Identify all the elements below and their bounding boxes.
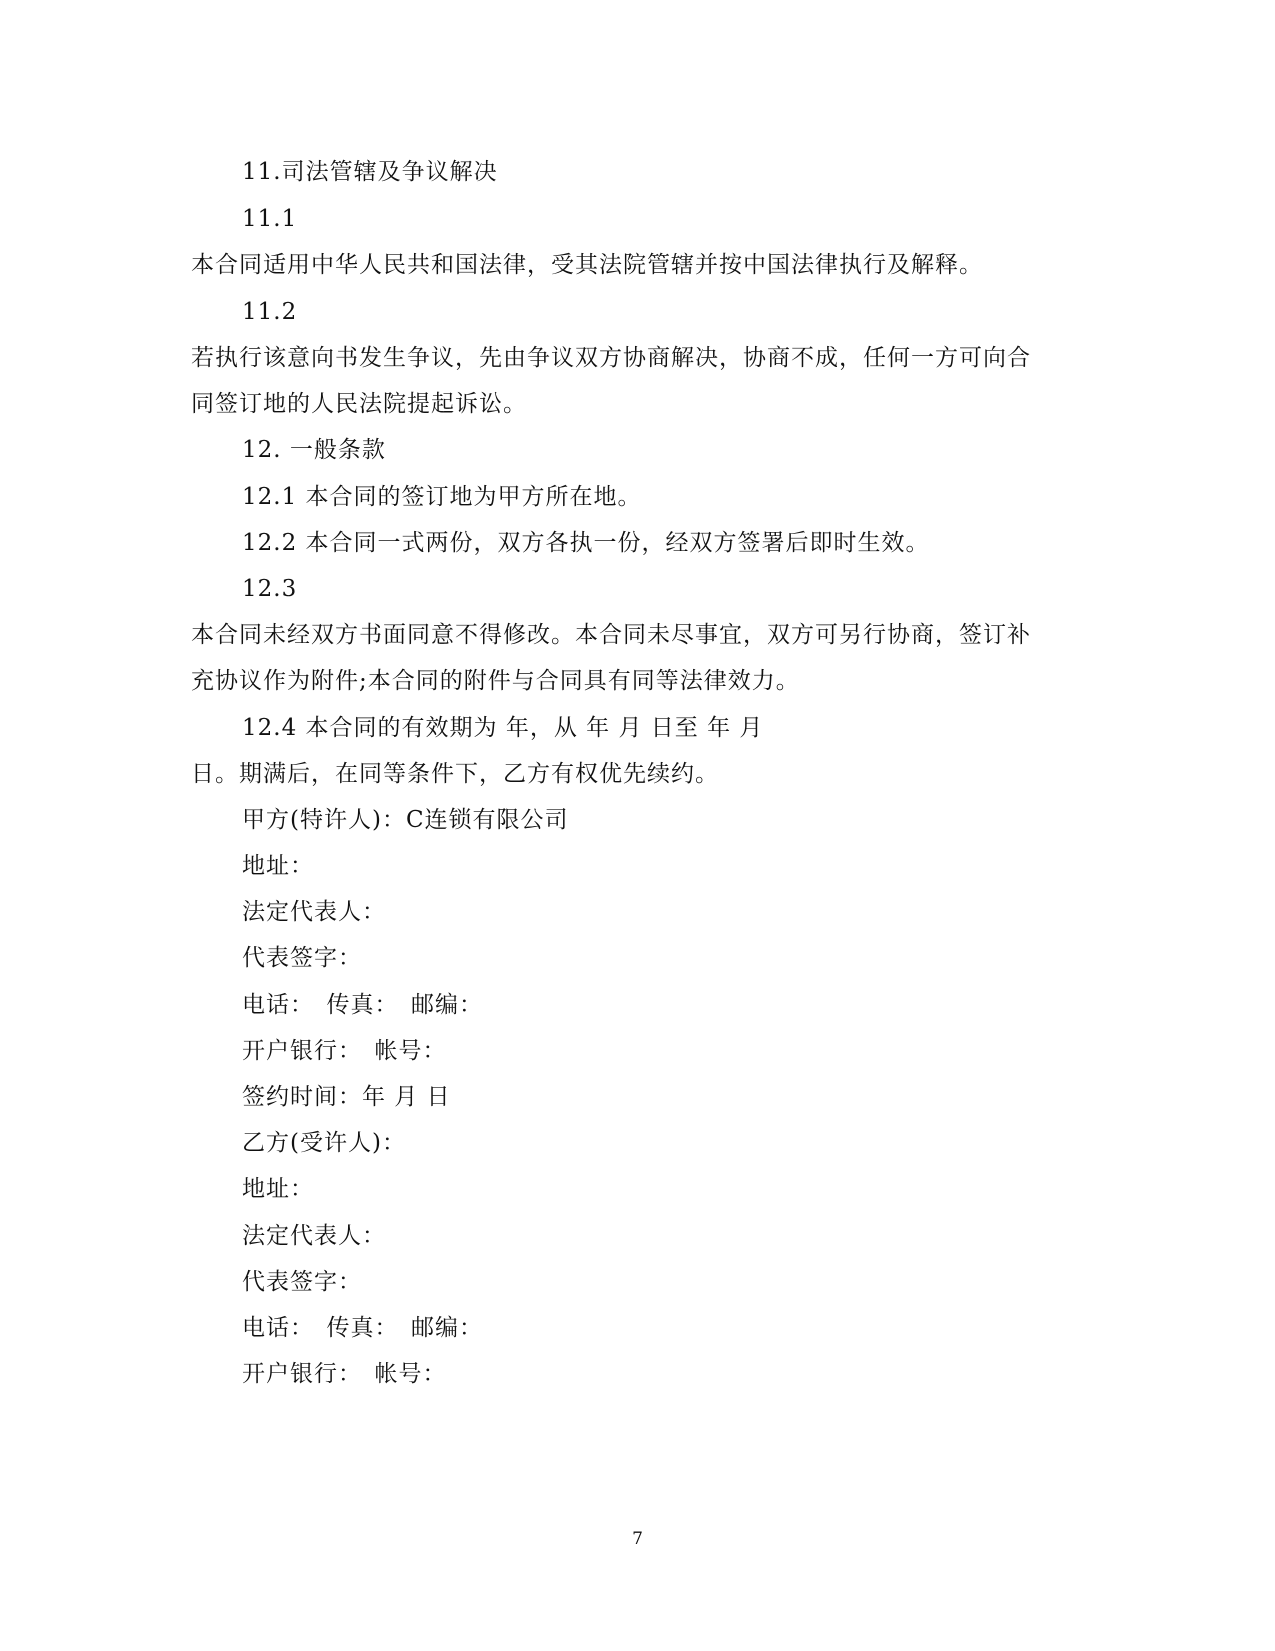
party-b-heading: 乙方(受许人)： [242,1130,406,1156]
party-b-bank: 开户银行： 帐号： [242,1361,447,1387]
clause-12-2: 12.2 本合同一式两份，双方各执一份，经双方签署后即时生效。 [242,530,930,556]
clause-11-1-number: 11.1 [242,206,298,232]
party-a-contact: 电话： 传真： 邮编： [242,992,483,1018]
clause-11-1-text: 本合同适用中华人民共和国法律，受其法院管辖并按中国法律执行及解释。 [191,252,983,278]
clause-12-4-line-1: 12.4 本合同的有效期为 年，从 年 月 日至 年 月 [242,715,764,741]
section-11-heading: 11.司法管辖及争议解决 [242,159,498,185]
clause-11-2-text-line-1: 若执行该意向书发生争议，先由争议双方协商解决，协商不成，任何一方可向合 [191,345,1031,371]
signing-date: 签约时间：年 月 日 [242,1084,451,1110]
party-b-signature: 代表签字： [242,1269,362,1295]
party-a-address: 地址： [242,853,314,879]
party-b-address: 地址： [242,1176,314,1202]
clause-12-3-text-line-1: 本合同未经双方书面同意不得修改。本合同未尽事宜，双方可另行协商，签订补 [191,622,1031,648]
clause-12-3-number: 12.3 [242,576,298,602]
party-a-signature: 代表签字： [242,945,362,971]
party-a-legal-representative: 法定代表人： [242,899,386,925]
section-12-heading: 12. 一般条款 [242,437,386,463]
clause-12-4-line-2: 日。期满后，在同等条件下，乙方有权优先续约。 [191,761,719,787]
party-a-heading: 甲方(特许人)：C连锁有限公司 [242,807,569,833]
party-b-contact: 电话： 传真： 邮编： [242,1315,483,1341]
page-number: 7 [632,1529,643,1549]
clause-11-2-number: 11.2 [242,299,298,325]
party-b-legal-representative: 法定代表人： [242,1223,386,1249]
clause-12-3-text-line-2: 充协议作为附件;本合同的附件与合同具有同等法律效力。 [191,668,800,694]
clause-12-1: 12.1 本合同的签订地为甲方所在地。 [242,484,642,510]
clause-11-2-text-line-2: 同签订地的人民法院提起诉讼。 [191,391,527,417]
party-a-bank: 开户银行： 帐号： [242,1038,447,1064]
